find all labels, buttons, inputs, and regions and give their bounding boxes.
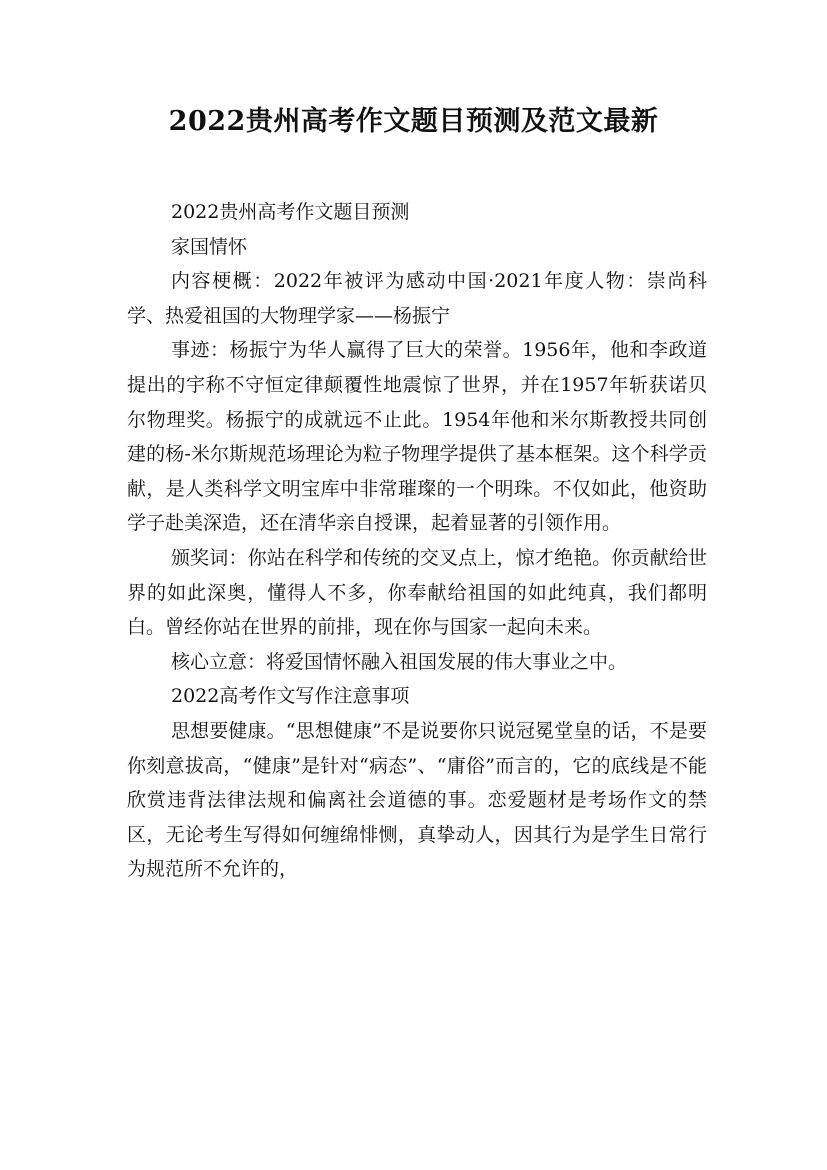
document-title: 2022贵州高考作文题目预测及范文最新 bbox=[168, 106, 659, 137]
paragraph-heading-prediction: 2022贵州高考作文题目预测 bbox=[171, 201, 410, 223]
paragraph-topic: 家国情怀 bbox=[171, 235, 248, 258]
document-body bbox=[127, 195, 707, 887]
paragraph-healthy-thought: 思想要健康。“思想健康”不是说要你只说冠冕堂皇的话，不是要你刻意拔高，“健康”是针对“病态”、“庸俗”而言的，它的底线是不能欣赏违背法律法规和偏离社会道德的事。恋爱题材是考场作文的禁区，无论考生写得如何缠绵悱恻，真挚动人，因其行为是学生日常行为规范所不允许的， bbox=[127, 719, 707, 881]
paragraph-core-idea: 核心立意：将爱国情怀融入祖国发展的伟大事业之中。 bbox=[171, 650, 628, 673]
paragraph-summary: 内容梗概：2022年被评为感动中国·2021年度人物：崇尚科学、热爱祖国的大物理学家——杨振宁 bbox=[127, 270, 707, 327]
paragraph-award-speech: 颁奖词：你站在科学和传统的交叉点上，惊才绝艳。你贡献给世界的如此深奥，懂得人不多，你奉献给祖国的如此纯真，我们都明白。曾经你站在世界的前排，现在你与国家一起向未来。 bbox=[127, 546, 707, 639]
paragraph-deeds: 事迹：杨振宁为华人赢得了巨大的荣誉。1956年，他和李政道提出的宇称不守恒定律颠覆性地震惊了世界，并在1957年斩获诺贝尔物理奖。杨振宁的成就远不止此。1954年他和米尔斯教授共同创建的杨-米尔斯规范场理论为粒子物理学提供了基本框架。这个科学贡献，是人类科学文明宝库中非常璀璨的一个明珠。不仅如此，他资助学子赴美深造，还在清华亲自授课，起着显著的引领作用。 bbox=[127, 339, 707, 535]
paragraph-heading-notes: 2022高考作文写作注意事项 bbox=[171, 685, 410, 708]
